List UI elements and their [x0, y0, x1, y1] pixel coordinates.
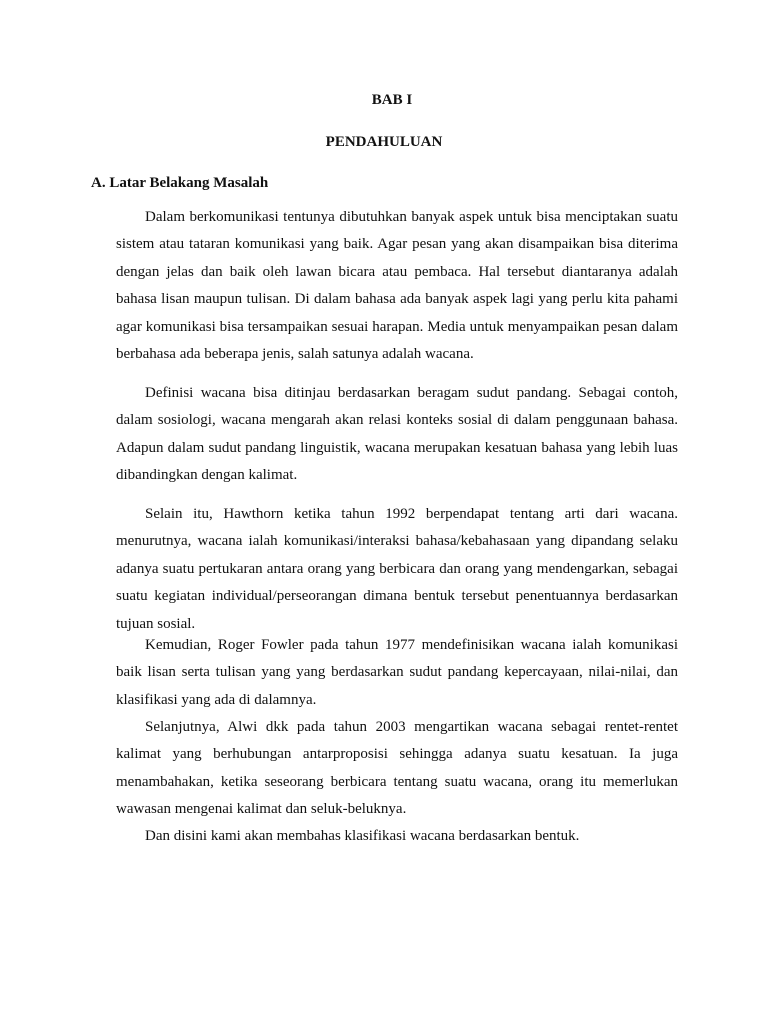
paragraph-1: Dalam berkomunikasi tentunya dibutuhkan banyak aspek untuk bisa menciptakan suatu sistem atau tataran komunikasi yang baik. Agar pesan yang akan disampaikan bisa diterima dengan jelas dan baik oleh lawan bicara atau pembaca. Hal tersebut diantaranya adalah bahasa lisan maupun tulisan. Di dalam bahasa ada banyak aspek lagi yang perlu kita pahami agar komunikasi bisa tersampaikan sesuai harapan. Media untuk menyampaikan pesan dalam berbahasa ada beberapa jenis, salah satunya adalah wacana.: [116, 209, 678, 363]
section-heading: A. Latar Belakang Masalah: [91, 175, 269, 191]
chapter-title: PENDAHULUAN: [325, 134, 443, 150]
paragraph-6: Dan disini kami akan membahas klasifikasi wacana berdasarkan bentuk.: [145, 828, 580, 844]
paragraph-3: Selain itu, Hawthorn ketika tahun 1992 berpendapat tentang arti dari wacana. menurutnya, wacana ialah komunikasi/interaksi bahasa/kebahasaan yang dipandang selaku adanya suatu pertukaran antara orang yang berbicara dan orang yang mendengarkan, sebagai suatu kegiatan individual/perseorangan dimana bentuk tersebut penentuannya berdasarkan tujuan sosial.: [116, 506, 678, 632]
paragraph-4: Kemudian, Roger Fowler pada tahun 1977 mendefinisikan wacana ialah komunikasi baik lisan serta tulisan yang yang berdasarkan sudut pandang kepercayaan, nilai-nilai, dan klasifikasi yang ada di dalamnya.: [116, 637, 678, 708]
paragraph-2: Definisi wacana bisa ditinjau berdasarkan beragam sudut pandang. Sebagai contoh, dalam sosiologi, wacana mengarah akan relasi konteks sosial di dalam penggunaan bahasa. Adapun dalam sudut pandang linguistik, wacana merupakan kesatuan bahasa yang lebih luas dibandingkan dengan kalimat.: [116, 385, 678, 484]
chapter-label: BAB I: [371, 92, 413, 108]
paragraph-5: Selanjutnya, Alwi dkk pada tahun 2003 mengartikan wacana sebagai rentet-rentet kalimat yang berhubungan antarproposisi sehingga adanya suatu kesatuan. Ia juga menambahakan, ketika seseorang berbicara tentang suatu wacana, orang itu memerlukan wawasan mengenai kalimat dan seluk-beluknya.: [116, 719, 678, 818]
